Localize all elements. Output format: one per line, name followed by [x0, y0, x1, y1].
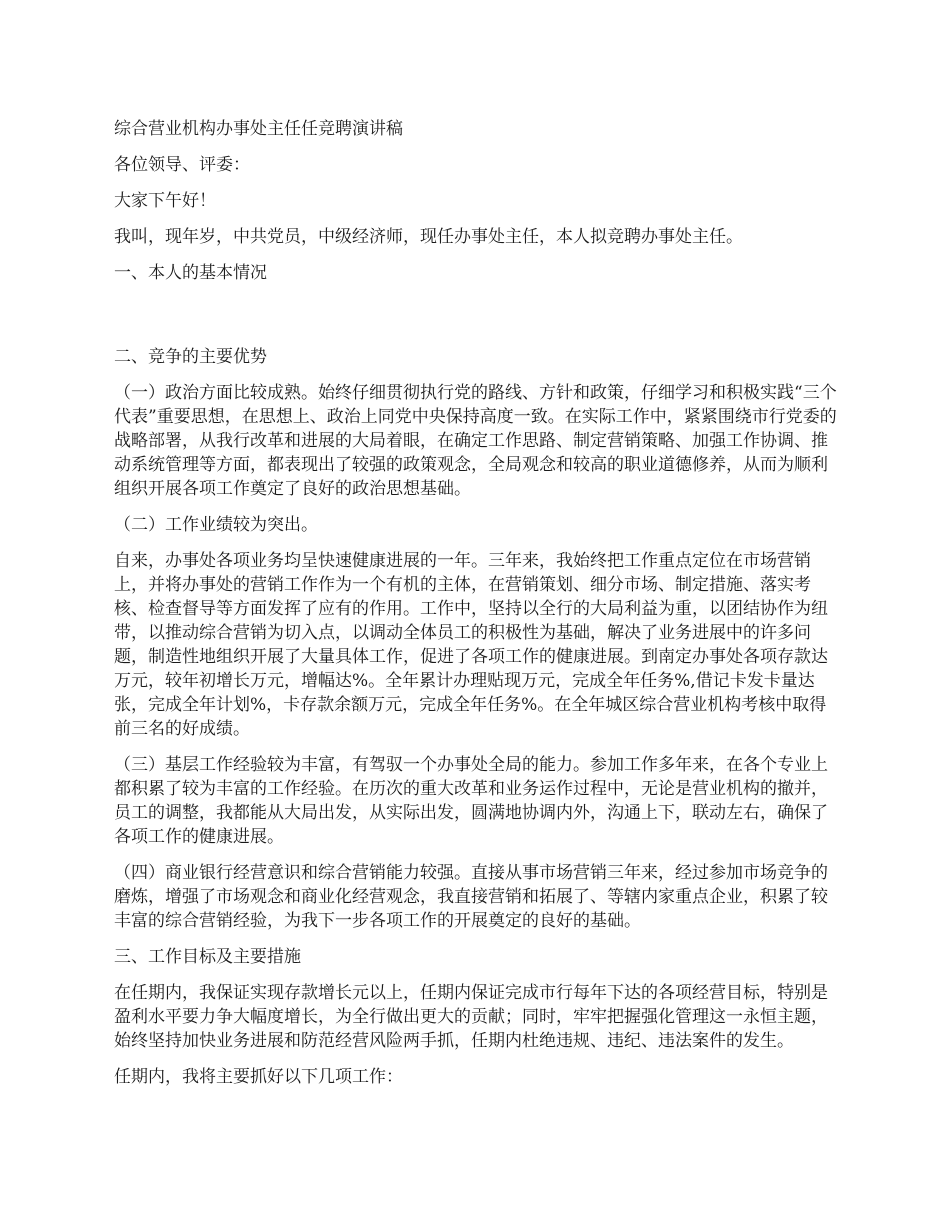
self-introduction: 我叫，现年岁，中共党员，中级经济师，现任办事处主任，本人拟竞聘办事处主任。: [114, 227, 743, 247]
closing-line: 任期内，我将主要抓好以下几项工作：: [114, 1067, 403, 1087]
document-body: [114, 117, 842, 1101]
greeting: 大家下午好！: [114, 191, 216, 211]
section-heading-advantages: 二、竞争的主要优势: [114, 347, 267, 367]
advantage-heading-performance: （二）工作业绩较为突出。: [114, 515, 318, 535]
goals-paragraph: 在任期内，我保证实现存款增长元以上，任期内保证完成市行每年下达的各项经营目标，特别是盈利水平要力争大幅度增长，为全行做出更大的贡献；同时，牢牢把握强化管理这一永恒主题，始终坚持加快业务进展和防范经营风险两手抓，任期内杜绝违规、违纪、违法案件的发生。: [114, 983, 828, 1051]
advantage-paragraph-experience: （三）基层工作经验较为丰富，有驾驭一个办事处全局的能力。参加工作多年来，在各个专业上都积累了较为丰富的工作经验。在历次的重大改革和业务运作过程中，无论是营业机构的撤并，员工的调整，我都能从大局出发，从实际出发，圆满地协调内外，沟通上下，联动左右，确保了各项工作的健康进展。: [114, 755, 828, 847]
advantage-paragraph-political: （一）政治方面比较成熟。始终仔细贯彻执行党的路线、方针和政策，仔细学习和积极实践“三个代表”重要思想，在思想上、政治上同党中央保持高度一致。在实际工作中，紧紧围绕市行党委的战略部署，从我行改革和进展的大局着眼，在确定工作思路、制定营销策略、加强工作协调、推动系统管理等方面，都表现出了较强的政策观念，全局观念和较高的职业道德修养，从而为顺利组织开展各项工作奠定了良好的政治思想基础。: [114, 383, 837, 499]
section-heading-basic-info: 一、本人的基本情况: [114, 263, 267, 283]
salutation: 各位领导、评委：: [114, 155, 250, 175]
section-heading-goals: 三、工作目标及主要措施: [114, 947, 301, 967]
advantage-paragraph-performance: 自来，办事处各项业务均呈快速健康进展的一年。三年来，我始终把工作重点定位在市场营销上，并将办事处的营销工作作为一个有机的主体，在营销策划、细分市场、制定措施、落实考核、检查督导等方面发挥了应有的作用。工作中，坚持以全行的大局利益为重，以团结协作为纽带，以推动综合营销为切入点，以调动全体员工的积极性为基础，解决了业务进展中的许多问题，制造性地组织开展了大量具体工作，促进了各项工作的健康进展。到南定办事处各项存款达万元，较年初增长万元，增幅达%。全年累计办理贴现万元，完成全年任务%,借记卡发卡量达张，完成全年计划%，卡存款余额万元，完成全年任务%。在全年城区综合营业机构考核中取得前三名的好成绩。: [114, 551, 828, 739]
document-title: 综合营业机构办事处主任任竞聘演讲稿: [114, 119, 403, 139]
advantage-paragraph-marketing: （四）商业银行经营意识和综合营销能力较强。直接从事市场营销三年来，经过参加市场竞争的磨炼，增强了市场观念和商业化经营观念，我直接营销和拓展了、等辖内家重点企业，积累了较丰富的综合营销经验，为我下一步各项工作的开展奠定的良好的基础。: [114, 863, 828, 931]
